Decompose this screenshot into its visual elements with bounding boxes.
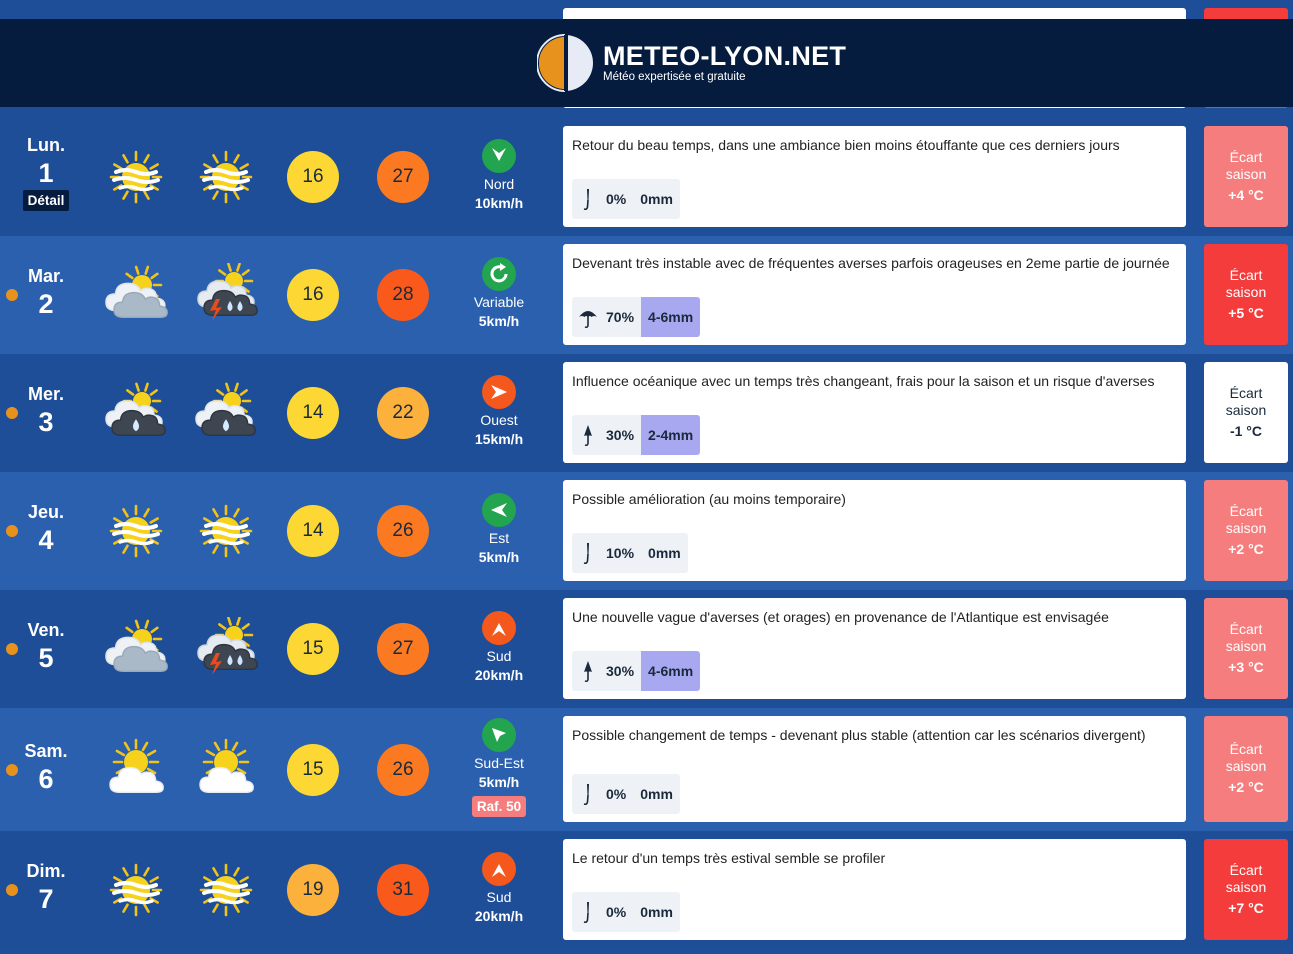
wind-speed: 20km/h xyxy=(474,908,524,924)
day-name: Mer. xyxy=(27,384,65,404)
temp-min: 15 xyxy=(287,744,339,796)
sun-haze-icon xyxy=(194,499,258,563)
saison-label: saison xyxy=(1225,637,1267,654)
wind-info xyxy=(459,139,539,213)
rain-probability: 10% xyxy=(604,533,641,573)
detail-button[interactable]: Détail xyxy=(23,190,70,211)
forecast-row[interactable] xyxy=(0,354,1293,472)
rain-amount: 0mm xyxy=(633,892,680,932)
forecast-description: Possible changement de temps - devenant plus stable (attention car les scénarios divergent) xyxy=(572,727,1146,743)
site-subtitle: Météo expertisée et gratuite xyxy=(603,71,746,83)
temp-max: 27 xyxy=(377,623,429,675)
sun-cloud-rain-icon xyxy=(104,381,168,445)
day-number: 1 xyxy=(38,158,54,188)
day-name: Sam. xyxy=(24,740,68,761)
forecast-row[interactable] xyxy=(0,472,1293,590)
ecart-label: Écart xyxy=(1229,741,1263,757)
season-deviation-badge xyxy=(1204,598,1288,699)
saison-label: saison xyxy=(1225,401,1267,418)
day-label xyxy=(6,383,86,439)
forecast-description: Le retour d'un temps très estival semble se profiler xyxy=(572,850,886,866)
forecast-description: Une nouvelle vague d'averses (et orages) en provenance de l'Atlantique est envisagée xyxy=(572,609,1109,625)
saison-label: saison xyxy=(1225,283,1267,300)
ecart-value: +3 °C xyxy=(1228,658,1264,675)
season-deviation-badge xyxy=(1204,480,1288,581)
thunder-rain-icon xyxy=(194,263,258,327)
sun-cloud-icon xyxy=(104,263,168,327)
forecast-row[interactable] xyxy=(0,708,1293,831)
sun-haze-icon xyxy=(104,499,168,563)
sun-haze-icon xyxy=(104,145,168,209)
sun-haze-icon xyxy=(194,145,258,209)
ecart-value: +5 °C xyxy=(1228,304,1264,321)
ecart-label: Écart xyxy=(1229,861,1263,878)
rain-probability: 0% xyxy=(604,892,633,932)
gust-badge: Raf. 50 xyxy=(472,796,526,817)
day-number: 6 xyxy=(38,763,54,794)
umbrella-closed-icon xyxy=(577,900,599,924)
temp-max: 27 xyxy=(377,151,429,203)
ecart-value: +4 °C xyxy=(1228,186,1264,203)
logo-half-moon-icon xyxy=(537,33,593,93)
arrow-up-icon xyxy=(482,611,516,645)
rain-probability: 0% xyxy=(604,179,633,219)
forecast-description-card xyxy=(563,362,1186,463)
wind-speed: 20km/h xyxy=(474,667,524,683)
day-number: 2 xyxy=(38,289,54,319)
forecast-row[interactable] xyxy=(0,590,1293,708)
day-label xyxy=(6,860,86,916)
umbrella-closed-icon xyxy=(577,541,599,565)
arrow-up-icon xyxy=(482,852,516,886)
rain-amount: 4-6mm xyxy=(641,297,700,337)
site-title: METEO-LYON.NET xyxy=(603,41,847,71)
forecast-description-card xyxy=(563,244,1186,345)
umbrella-closed-icon xyxy=(577,782,599,806)
wind-direction: Sud xyxy=(486,648,512,664)
ecart-value: +7 °C xyxy=(1228,899,1264,916)
day-label xyxy=(6,265,86,321)
precipitation-box xyxy=(572,179,680,219)
rain-amount: 4-6mm xyxy=(641,651,700,691)
umbrella-half-icon xyxy=(577,423,599,447)
wind-direction: Variable xyxy=(473,294,525,310)
wind-direction: Sud-Est xyxy=(474,755,524,771)
temp-min: 14 xyxy=(287,505,339,557)
temp-min: 19 xyxy=(287,864,339,916)
arrow-right-icon xyxy=(482,375,516,409)
season-deviation-badge xyxy=(1204,126,1288,227)
wind-info xyxy=(459,493,539,567)
temp-max: 26 xyxy=(377,744,429,796)
rain-probability: 30% xyxy=(604,415,641,455)
season-deviation-badge xyxy=(1204,716,1288,822)
rain-amount: 2-4mm xyxy=(641,415,700,455)
day-label xyxy=(6,501,86,557)
wind-info xyxy=(459,718,539,817)
sun-white-cloud-icon xyxy=(194,738,258,802)
wind-info xyxy=(459,257,539,331)
rain-probability: 0% xyxy=(604,774,633,814)
day-number: 5 xyxy=(38,643,54,673)
day-number: 3 xyxy=(38,407,54,437)
rain-amount: 0mm xyxy=(641,533,688,573)
day-number: 7 xyxy=(38,884,54,914)
forecast-description-card xyxy=(563,598,1186,699)
saison-label: saison xyxy=(1225,758,1267,774)
precipitation-box xyxy=(572,651,700,691)
logo[interactable] xyxy=(537,33,846,93)
wind-direction: Sud xyxy=(486,889,512,905)
precipitation-box xyxy=(572,297,700,337)
day-label xyxy=(6,740,86,796)
umbrella-open-icon xyxy=(577,305,599,329)
temp-max: 22 xyxy=(377,387,429,439)
wind-info xyxy=(459,611,539,685)
wind-direction: Ouest xyxy=(480,412,518,428)
precipitation-box xyxy=(572,415,700,455)
ecart-label: Écart xyxy=(1229,266,1263,283)
forecast-row[interactable] xyxy=(0,118,1293,236)
sun-haze-icon xyxy=(194,858,258,922)
wind-direction: Est xyxy=(488,530,510,546)
ecart-value: +2 °C xyxy=(1228,779,1264,795)
day-number: 4 xyxy=(38,525,54,555)
wind-speed: 15km/h xyxy=(474,431,524,447)
wind-speed: 10km/h xyxy=(474,195,524,211)
rain-amount: 0mm xyxy=(633,179,680,219)
day-label xyxy=(6,619,86,675)
sun-white-cloud-icon xyxy=(104,738,168,802)
forecast-row[interactable] xyxy=(0,236,1293,354)
rain-amount: 0mm xyxy=(633,774,680,814)
temp-max: 31 xyxy=(377,864,429,916)
season-deviation-badge xyxy=(1204,839,1288,940)
day-name: Dim. xyxy=(26,861,66,881)
precipitation-box xyxy=(572,774,680,814)
sun-cloud-rain-icon xyxy=(194,381,258,445)
forecast-description-card xyxy=(563,480,1186,581)
wind-direction: Nord xyxy=(483,176,515,192)
arrow-left-icon xyxy=(482,493,516,527)
saison-label: saison xyxy=(1225,878,1267,895)
forecast-description-card xyxy=(563,839,1186,940)
temp-min: 14 xyxy=(287,387,339,439)
wind-speed: 5km/h xyxy=(478,549,520,565)
temp-min: 16 xyxy=(287,151,339,203)
precipitation-box xyxy=(572,892,680,932)
saison-label: saison xyxy=(1225,519,1267,536)
season-deviation-badge xyxy=(1204,244,1288,345)
forecast-description: Devenant très instable avec de fréquentes averses parfois orageuses en 2eme partie de journée xyxy=(572,255,1170,271)
day-name: Lun. xyxy=(27,135,65,155)
temp-min: 16 xyxy=(287,269,339,321)
umbrella-half-icon xyxy=(577,659,599,683)
ecart-value: -1 °C xyxy=(1229,422,1263,439)
sun-cloud-icon xyxy=(104,617,168,681)
wind-speed: 5km/h xyxy=(478,313,520,329)
umbrella-closed-icon xyxy=(577,187,599,211)
wind-speed: 5km/h xyxy=(478,774,520,790)
ecart-label: Écart xyxy=(1229,620,1263,637)
forecast-row[interactable] xyxy=(0,831,1293,949)
ecart-label: Écart xyxy=(1229,384,1263,401)
forecast-description: Retour du beau temps, dans une ambiance bien moins étouffante que ces derniers jours xyxy=(572,137,1120,153)
day-name: Jeu. xyxy=(27,502,65,522)
wind-info xyxy=(459,852,539,926)
rotate-icon xyxy=(482,257,516,291)
ecart-label: Écart xyxy=(1229,502,1263,519)
temp-min: 15 xyxy=(287,623,339,675)
arrow-down-icon xyxy=(482,139,516,173)
temp-max: 26 xyxy=(377,505,429,557)
wind-info xyxy=(459,375,539,449)
rain-probability: 30% xyxy=(604,651,641,691)
site-header xyxy=(0,19,1293,107)
day-name: Ven. xyxy=(27,620,65,640)
day-name: Mar. xyxy=(27,266,65,286)
rain-probability: 70% xyxy=(604,297,641,337)
forecast-description-card xyxy=(563,126,1186,227)
saison-label: saison xyxy=(1225,165,1267,182)
season-deviation-badge xyxy=(1204,362,1288,463)
thunder-rain-icon xyxy=(194,617,258,681)
ecart-label: Écart xyxy=(1229,148,1263,165)
arrow-up-left-icon xyxy=(482,718,516,752)
sun-haze-icon xyxy=(104,858,168,922)
forecast-description: Influence océanique avec un temps très changeant, frais pour la saison et un risque d'averses xyxy=(572,373,1155,389)
forecast-description: Possible amélioration (au moins temporaire) xyxy=(572,491,846,507)
forecast-description-card xyxy=(563,716,1186,822)
ecart-value: +2 °C xyxy=(1228,540,1264,557)
day-label xyxy=(6,134,86,211)
temp-max: 28 xyxy=(377,269,429,321)
precipitation-box xyxy=(572,533,688,573)
